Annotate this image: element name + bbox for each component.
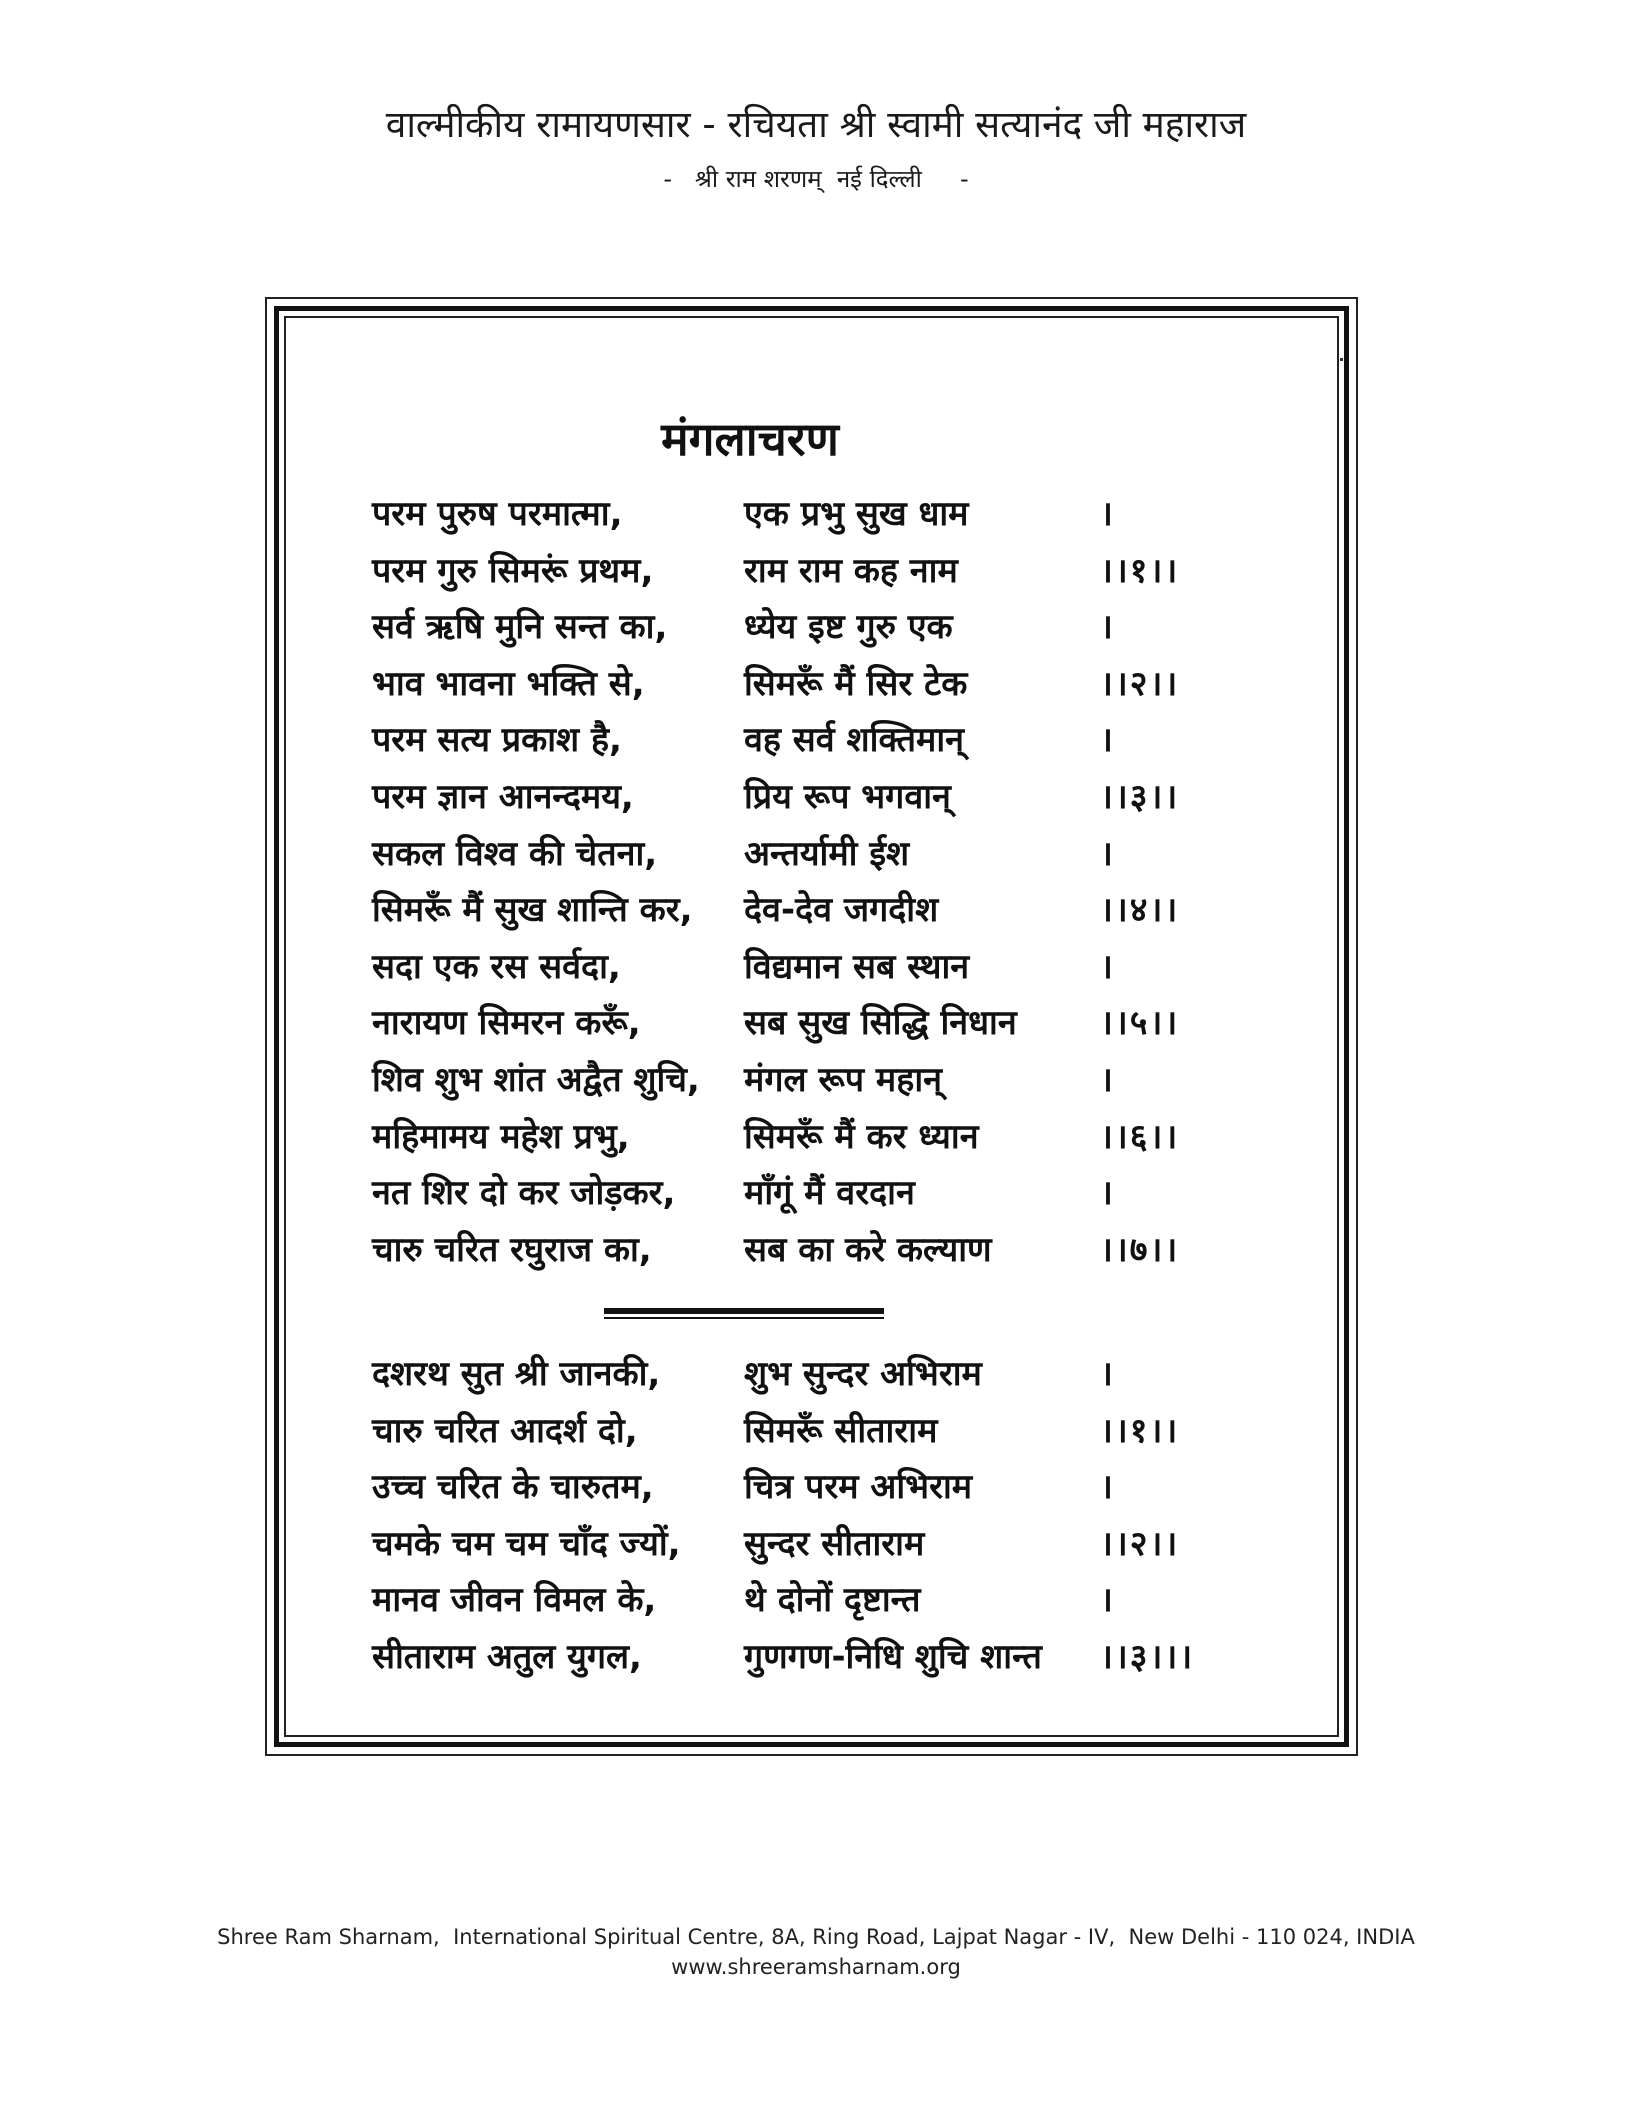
verse-end-marker: । xyxy=(1100,1580,1115,1621)
verse-line xyxy=(372,1346,1252,1403)
verse-end-marker: । xyxy=(1100,1173,1115,1214)
verse-line xyxy=(372,1222,1252,1279)
verse-line xyxy=(372,656,1252,713)
verse-second-half: वह सर्व शक्तिमान् xyxy=(744,720,965,761)
verse-line xyxy=(372,1403,1252,1460)
verse-end-marker: ।।२।। xyxy=(1100,663,1180,704)
verse-end-marker: । xyxy=(1100,494,1115,534)
verse-line xyxy=(372,486,1252,543)
verse-line xyxy=(372,1052,1252,1109)
verse-second-half: विद्यमान सब स्थान xyxy=(744,946,970,987)
verse-line xyxy=(372,826,1252,883)
verse-line xyxy=(372,1572,1252,1629)
verse-end-marker: । xyxy=(1100,946,1115,987)
verse-end-marker: ।।६।। xyxy=(1100,1116,1180,1157)
verse-end-marker: ।।३।।। xyxy=(1100,1636,1195,1677)
verse-end-marker: ।।५।। xyxy=(1100,1003,1180,1044)
verse-first-half: सिमरूँ मैं सुख शान्ति कर, xyxy=(372,890,693,931)
document-header-title: वाल्मीकीय रामायणसार - रचियता श्री स्वामी सत्यानंद जी महाराज xyxy=(385,103,1247,146)
verse-end-marker: ।।४।। xyxy=(1100,890,1180,931)
verse-first-half: सकल विश्व की चेतना, xyxy=(372,833,658,874)
verse-end-marker: । xyxy=(1100,833,1115,874)
verse-line xyxy=(372,599,1252,656)
verse-line xyxy=(372,1516,1252,1573)
verse-first-half: परम गुरु सिमरूं प्रथम, xyxy=(372,550,654,591)
verse-second-half: सब सुख सिद्धि निधान xyxy=(744,1003,1017,1044)
verse-first-half: उच्च चरित के चारुतम, xyxy=(372,1467,654,1508)
verse-first-half: दशरथ सुत श्री जानकी, xyxy=(372,1354,661,1394)
verse-end-marker: । xyxy=(1100,720,1115,761)
document-header-subtitle: - श्री राम शरणम् नई दिल्ली - xyxy=(663,165,969,193)
verse-line xyxy=(372,543,1252,600)
verse-end-marker: । xyxy=(1100,1354,1115,1394)
verse-second-half: शुभ सुन्दर अभिराम xyxy=(744,1354,982,1394)
verse-end-marker: ।।१।। xyxy=(1100,1410,1180,1451)
verse-first-half: चमके चम चम चाँद ज्यों, xyxy=(372,1523,681,1564)
verse-end-marker: ।।२।। xyxy=(1100,1523,1180,1564)
verse-first-half: शिव शुभ शांत अद्वैत शुचि, xyxy=(372,1059,700,1100)
verse-first-half: परम सत्य प्रकाश है, xyxy=(372,720,622,761)
verse-line xyxy=(372,769,1252,826)
verse-first-half: सीताराम अतुल युगल, xyxy=(372,1636,642,1677)
verse-line xyxy=(372,1109,1252,1166)
verse-second-half: सिमरूँ सीताराम xyxy=(744,1410,938,1451)
verse-second-half: मंगल रूप महान् xyxy=(744,1059,942,1100)
verse-second-half: राम राम कह नाम xyxy=(744,550,958,591)
verse-first-half: सर्व ऋषि मुनि सन्त का, xyxy=(372,607,668,648)
verse-second-half: देव-देव जगदीश xyxy=(744,890,939,931)
verse-second-half: सुन्दर सीताराम xyxy=(744,1523,925,1564)
verse-first-half: नारायण सिमरन करूँ, xyxy=(372,1003,641,1044)
verse-end-marker: । xyxy=(1100,1467,1115,1508)
frame-tick-mark xyxy=(1340,358,1343,361)
verse-second-half: सिमरूँ मैं सिर टेक xyxy=(744,663,968,704)
verse-line xyxy=(372,1459,1252,1516)
verse-first-half: चारु चरित रघुराज का, xyxy=(372,1229,652,1270)
verse-line xyxy=(372,995,1252,1052)
verse-first-half: परम पुरुष परमात्मा, xyxy=(372,494,623,534)
verse-first-half: महिमामय महेश प्रभु, xyxy=(372,1116,630,1157)
verse-line xyxy=(372,939,1252,996)
verse-second-half: माँगूं मैं वरदान xyxy=(744,1173,915,1214)
verse-end-marker: ।।७।। xyxy=(1100,1229,1180,1270)
verse-first-half: नत शिर दो कर जोड़कर, xyxy=(372,1173,676,1214)
verse-second-half: सिमरूँ मैं कर ध्यान xyxy=(744,1116,979,1157)
verse-line xyxy=(372,1629,1252,1686)
verse-end-marker: ।।३।। xyxy=(1100,776,1180,817)
verse-block-sitaram xyxy=(372,1346,1252,1686)
verse-second-half: एक प्रभु सुख धाम xyxy=(744,494,969,534)
verse-end-marker: । xyxy=(1100,1059,1115,1100)
section-divider xyxy=(604,1308,884,1319)
verse-second-half: गुणगण-निधि शुचि शान्त xyxy=(744,1636,1042,1677)
verse-first-half: मानव जीवन विमल के, xyxy=(372,1580,657,1621)
verse-second-half: ध्येय इष्ट गुरु एक xyxy=(744,607,953,648)
footer-address: Shree Ram Sharnam, International Spiritual Centre, 8A, Ring Road, Lajpat Nagar - IV, New Delhi - 110 024, INDIA xyxy=(217,1925,1415,1949)
section-title: मंगलाचरण xyxy=(661,412,839,466)
verse-end-marker: ।।१।। xyxy=(1100,550,1180,591)
verse-first-half: परम ज्ञान आनन्दमय, xyxy=(372,776,634,817)
verse-first-half: सदा एक रस सर्वदा, xyxy=(372,946,621,987)
divider-thin-bar xyxy=(604,1317,884,1319)
verse-second-half: सब का करे कल्याण xyxy=(744,1229,992,1270)
verse-end-marker: । xyxy=(1100,607,1115,648)
verse-first-half: भाव भावना भक्ति से, xyxy=(372,663,645,704)
footer-website-link[interactable]: www.shreeramsharnam.org xyxy=(671,1955,961,1979)
verse-second-half: थे दोनों दृष्टान्त xyxy=(744,1580,921,1621)
verse-block-mangalacharan xyxy=(372,486,1252,1278)
verse-line xyxy=(372,1165,1252,1222)
verse-second-half: चित्र परम अभिराम xyxy=(744,1467,973,1508)
verse-line xyxy=(372,882,1252,939)
verse-second-half: प्रिय रूप भगवान् xyxy=(744,776,951,817)
verse-first-half: चारु चरित आदर्श दो, xyxy=(372,1410,638,1451)
verse-second-half: अन्तर्यामी ईश xyxy=(744,833,910,874)
verse-line xyxy=(372,712,1252,769)
